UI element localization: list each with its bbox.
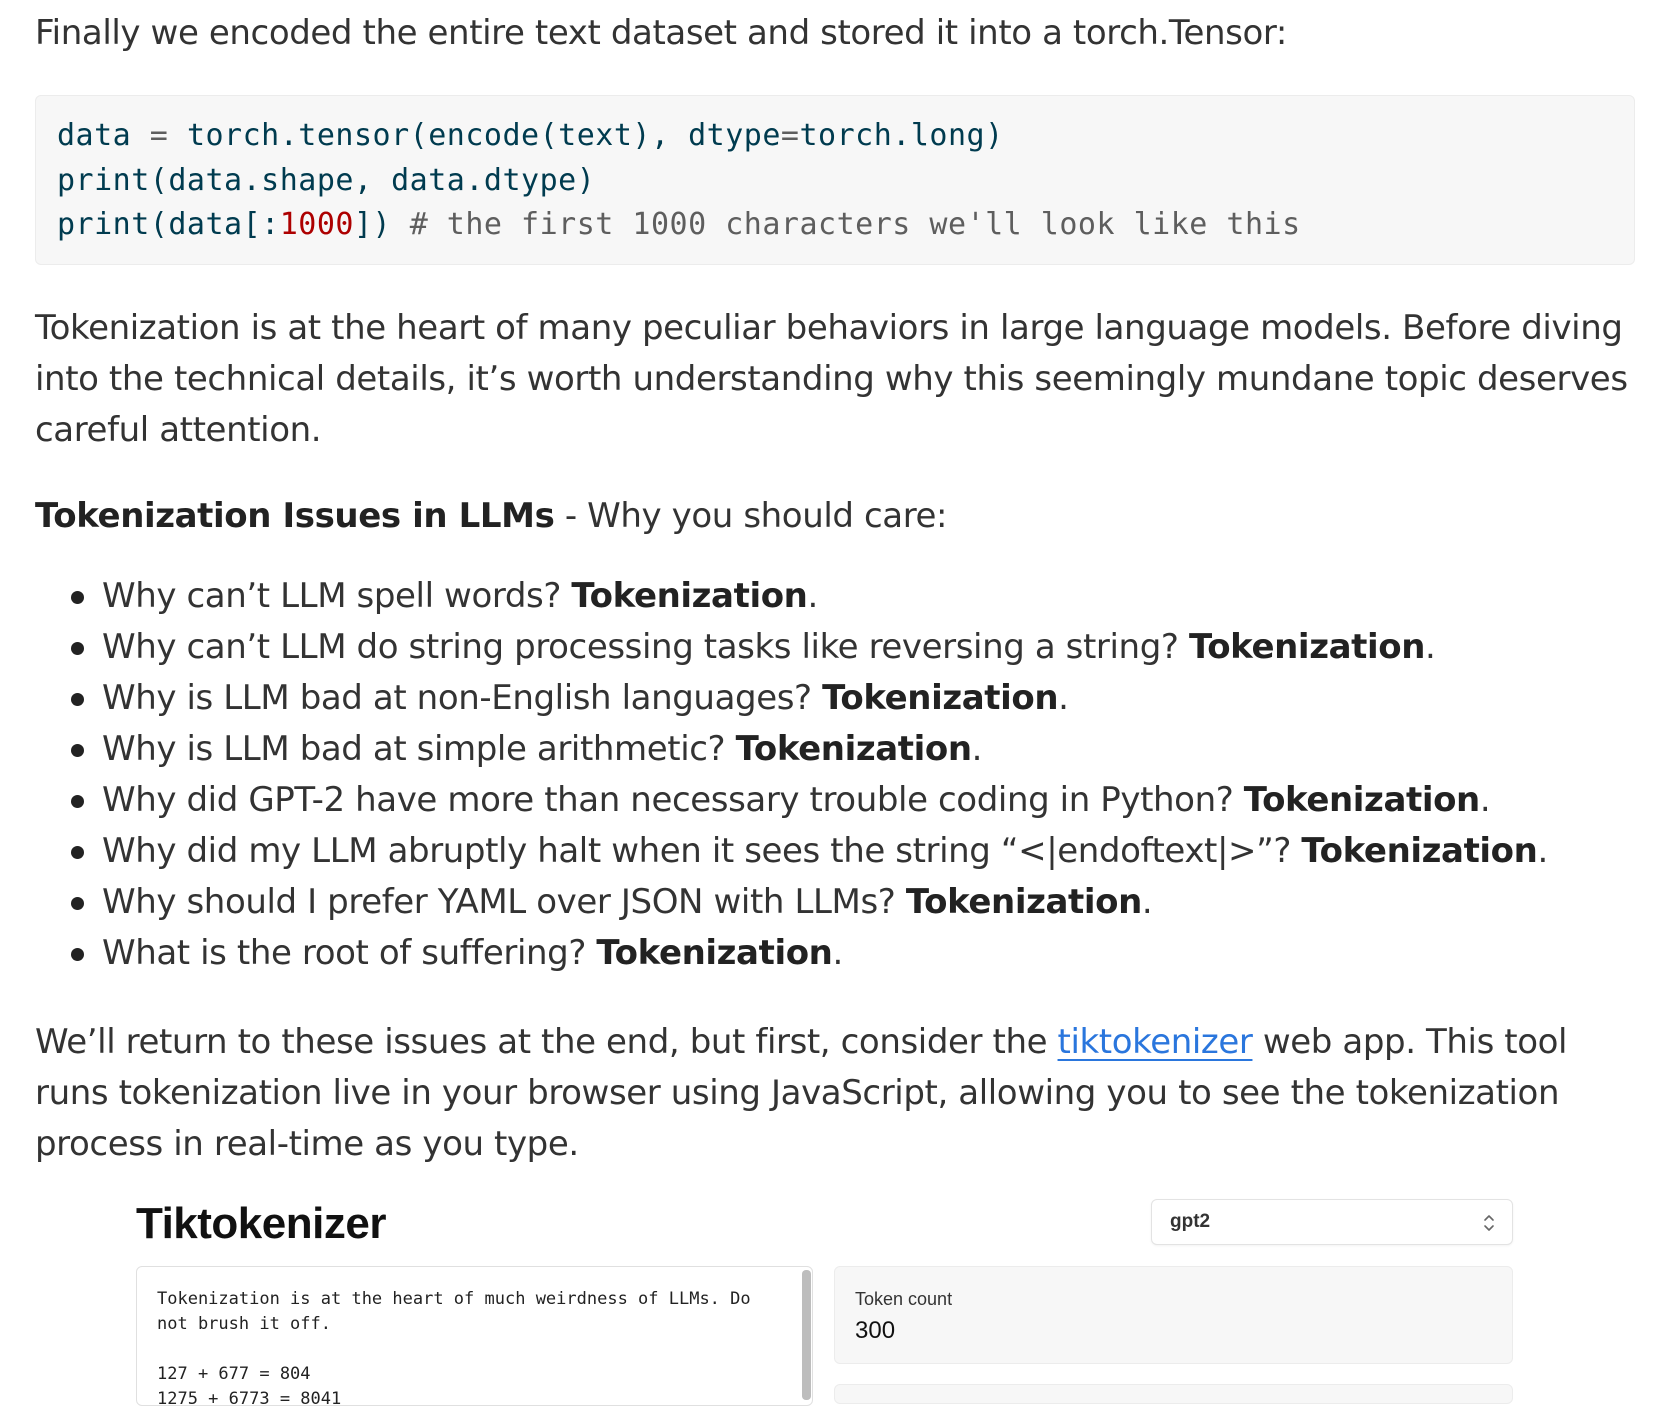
token-input-textarea[interactable] xyxy=(136,1266,813,1409)
tiktokenizer-title: Tiktokenizer xyxy=(136,1199,386,1248)
issues-heading: Tokenization Issues in LLMs - Why you should care: xyxy=(35,496,948,536)
token-input-text: Tokenization is at the heart of much weirdness of LLMs. Do not brush it off. 127 + 677 = 804 1275 + 6773 = 8041 xyxy=(157,1289,751,1409)
token-count-panel xyxy=(834,1266,1513,1364)
bullet-icon xyxy=(71,846,84,859)
bullet-icon xyxy=(71,795,84,808)
intro-paragraph: Finally we encoded the entire text dataset and stored it into a torch.Tensor: xyxy=(35,13,1287,53)
bullet-icon xyxy=(71,948,84,961)
code-block xyxy=(35,95,1635,265)
input-scrollbar[interactable] xyxy=(802,1270,811,1400)
code-text xyxy=(57,114,1301,248)
list-item: Why should I prefer YAML over JSON with LLMs? Tokenization. xyxy=(0,877,1640,928)
code-line-1: data = torch.tensor(encode(text), dtype=torch.long) xyxy=(57,118,1004,153)
bullet-icon xyxy=(71,591,84,604)
issues-list xyxy=(0,571,1640,979)
bullet-icon xyxy=(71,642,84,655)
code-line-3: print(data[:1000]) # the first 1000 characters we'll look like this xyxy=(57,207,1301,242)
list-item: Why can’t LLM spell words? Tokenization. xyxy=(0,571,1640,622)
model-select-value: gpt2 xyxy=(1170,1211,1211,1232)
token-count-label: Token count xyxy=(855,1289,953,1309)
bullet-icon xyxy=(71,897,84,910)
bullet-icon xyxy=(71,744,84,757)
chevron-up-down-icon xyxy=(1480,1212,1498,1234)
list-item: What is the root of suffering? Tokenization. xyxy=(0,928,1640,979)
list-item: Why is LLM bad at non-English languages? Tokenization. xyxy=(0,673,1640,724)
model-select[interactable] xyxy=(1151,1199,1513,1245)
tokenization-paragraph: Tokenization is at the heart of many peculiar behaviors in large language models. Before diving into the technical details, it’s worth understanding why this seemingly mundane topic deserves careful attention. xyxy=(35,308,1628,450)
list-item: Why is LLM bad at simple arithmetic? Tokenization. xyxy=(0,724,1640,775)
list-item: Why did GPT-2 have more than necessary trouble coding in Python? Tokenization. xyxy=(0,775,1640,826)
list-item: Why can’t LLM do string processing tasks like reversing a string? Tokenization. xyxy=(0,622,1640,673)
return-paragraph: We’ll return to these issues at the end, but first, consider the tiktokenizer web app. This tool runs tokenization live in your browser using JavaScript, allowing you to see the tokenization process in real-time as you type. xyxy=(35,1022,1568,1164)
tiktokenizer-link[interactable]: tiktokenizer xyxy=(1057,1022,1253,1062)
token-count-value: 300 xyxy=(855,1317,896,1344)
list-item: Why did my LLM abruptly halt when it sees the string “<|endoftext|>”? Tokenization. xyxy=(0,826,1640,877)
bullet-icon xyxy=(71,693,84,706)
code-line-2: print(data.shape, data.dtype) xyxy=(57,162,596,198)
token-output-panel xyxy=(834,1384,1513,1404)
